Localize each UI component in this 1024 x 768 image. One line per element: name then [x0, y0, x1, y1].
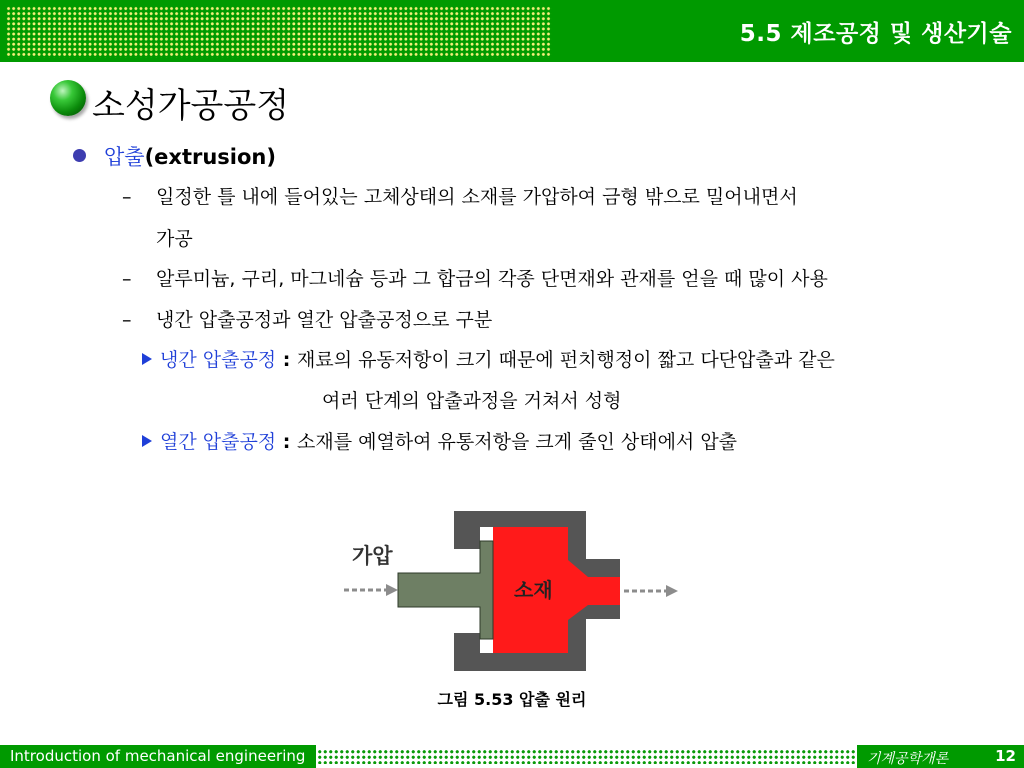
- item-text: 알루미늄, 구리, 마그네슘 등과 그 합금의 각종 단면재와 관재를 얻을 때 많이 사용: [156, 268, 828, 290]
- dash-icon: –: [122, 268, 132, 290]
- list-item-continuation: 가공: [156, 228, 193, 250]
- item-text: 일정한 틀 내에 들어있는 고체상태의 소재를 가압하여 금형 밖으로 밀어내면서: [156, 186, 798, 208]
- sub-item-cold: [142, 347, 835, 373]
- material-extruded: [550, 577, 620, 605]
- sub-item-text: 재료의 유동저항이 크기 때문에 펀치행정이 짧고 다단압출과 같은: [297, 349, 835, 371]
- sub-item-hot: [142, 429, 737, 455]
- triangle-arrow-icon: [142, 353, 152, 365]
- green-ball-icon: [50, 80, 86, 116]
- bullet-icon: [73, 149, 86, 162]
- list-item: [122, 307, 492, 333]
- item-text: 냉간 압출공정과 열간 압출공정으로 구분: [156, 309, 493, 331]
- dash-icon: –: [122, 186, 132, 208]
- sub-item-continuation: 여러 단계의 압출과정을 거쳐서 성형: [322, 390, 622, 412]
- sub-item-separator: :: [276, 431, 297, 453]
- triangle-arrow-icon: [142, 435, 152, 447]
- header-dot-pattern: [6, 6, 552, 58]
- extrusion-diagram: [338, 505, 688, 677]
- sub-item-text: 소재를 예열하여 유통저항을 크게 줄인 상태에서 압출: [297, 431, 738, 453]
- footer-dot-pattern: [317, 749, 855, 764]
- extrusion-svg: [338, 505, 688, 677]
- input-arrow-head: [386, 584, 398, 596]
- topic-paren: (extrusion): [144, 145, 276, 169]
- sub-item-separator: :: [276, 349, 297, 371]
- footer-right-box: [857, 745, 1024, 768]
- dash-icon: –: [122, 309, 132, 331]
- pressure-label: 가압: [352, 544, 393, 568]
- sub-item-label: 냉간 압출공정: [160, 349, 277, 371]
- footer-course-korean: 기계공학개론: [867, 751, 949, 767]
- topic-term: 압출: [104, 145, 145, 169]
- sub-item-label: 열간 압출공정: [160, 431, 277, 453]
- header-bar: [0, 0, 1024, 62]
- figure-caption: 그림 5.53 압출 원리: [437, 690, 587, 709]
- section-title: 5.5 제조공정 및 생산기술: [739, 21, 1012, 47]
- slide-title: 소성가공공정: [92, 86, 290, 126]
- output-arrow-head: [666, 585, 678, 597]
- list-item: [122, 184, 798, 210]
- material-label: 소재: [514, 578, 553, 602]
- page-number: 12: [995, 747, 1016, 765]
- topic-bullet: [73, 141, 276, 171]
- list-item: [122, 266, 828, 292]
- footer-course-english: Introduction of mechanical engineering: [0, 745, 316, 768]
- punch: [398, 541, 493, 639]
